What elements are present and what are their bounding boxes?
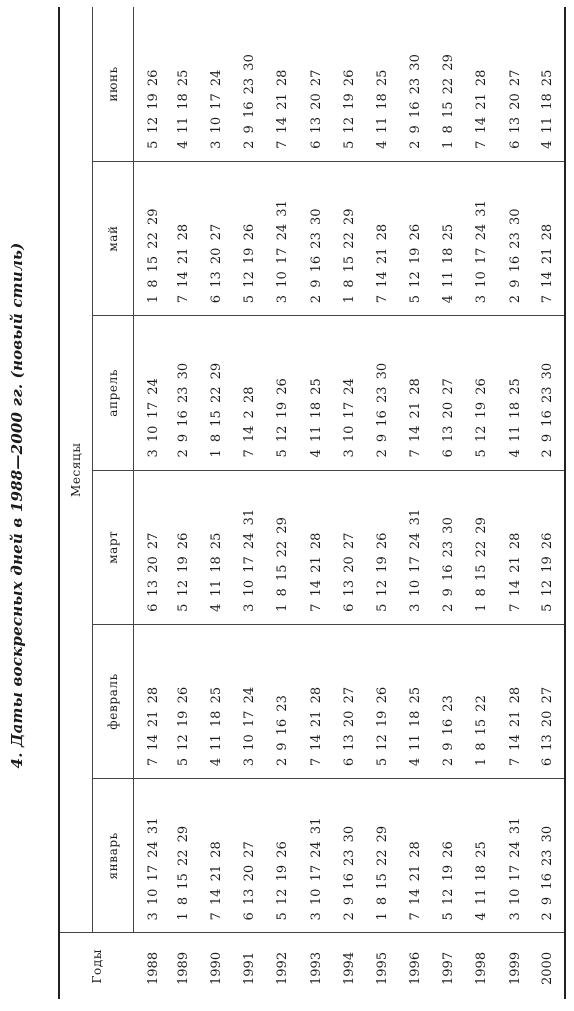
sundays-cell: 7 14 21 28 bbox=[299, 624, 332, 778]
sundays-cell: 4 11 18 25 bbox=[175, 69, 191, 149]
header-month-march: март bbox=[93, 470, 134, 624]
sundays-cell: 7 14 21 28 bbox=[200, 779, 233, 933]
sundays-cell: 7 14 21 28 bbox=[474, 69, 490, 149]
sundays-cell: 4 11 18 25 bbox=[374, 69, 390, 149]
table-row bbox=[465, 7, 498, 999]
sundays-cell: 2 9 16 23 30 bbox=[432, 470, 465, 624]
sundays-cell: 3 10 17 24 31 bbox=[399, 470, 432, 624]
sundays-cell: 2 9 16 23 30 bbox=[532, 316, 565, 470]
table-row bbox=[266, 7, 299, 999]
sundays-cell: 5 12 19 26 bbox=[366, 624, 399, 778]
sundays-cell: 6 13 20 27 bbox=[200, 161, 233, 315]
table-row bbox=[233, 7, 266, 999]
table-row bbox=[333, 7, 366, 999]
table-row bbox=[366, 7, 399, 999]
sundays-cell: 3 10 17 24 31 bbox=[499, 779, 532, 933]
sundays-cell: 5 12 19 26 bbox=[233, 161, 266, 315]
sundays-cell: 1 8 15 22 29 bbox=[266, 470, 299, 624]
header-month-june: июнь bbox=[93, 7, 134, 161]
sundays-cell: 5 12 19 26 bbox=[465, 316, 498, 470]
sundays-cell: 5 12 19 26 bbox=[366, 470, 399, 624]
sundays-cell: 7 14 21 28 bbox=[499, 470, 532, 624]
sundays-cell: 1 8 15 22 29 bbox=[200, 316, 233, 470]
year-cell: 1994 bbox=[333, 933, 366, 999]
header-month-may: май bbox=[93, 161, 134, 315]
sundays-cell: 6 13 20 27 bbox=[308, 69, 324, 149]
year-cell: 1990 bbox=[200, 933, 233, 999]
sundays-cell: 5 12 19 26 bbox=[341, 69, 357, 149]
sundays-cell: 2 9 16 23 30 bbox=[366, 316, 399, 470]
sundays-cell: 7 14 21 28 bbox=[366, 161, 399, 315]
table-row bbox=[200, 7, 233, 999]
sundays-cell: 4 11 18 25 bbox=[465, 779, 498, 933]
table-body bbox=[134, 7, 566, 999]
table-row bbox=[299, 7, 332, 999]
table-row bbox=[432, 7, 465, 999]
sundays-cell: 7 14 2 28 bbox=[233, 316, 266, 470]
table-row bbox=[134, 7, 167, 999]
sundays-cell: 2 9 16 23 bbox=[266, 624, 299, 778]
sundays-cell: 6 13 20 27 bbox=[507, 69, 523, 149]
sundays-cell: 1 8 15 22 29 bbox=[167, 779, 200, 933]
sundays-cell: 2 9 16 23 bbox=[432, 624, 465, 778]
sundays-table bbox=[58, 7, 566, 999]
sundays-cell: 4 11 18 25 bbox=[200, 624, 233, 778]
sundays-cell: 6 13 20 27 bbox=[532, 624, 565, 778]
sundays-cell: 7 14 21 28 bbox=[399, 779, 432, 933]
sundays-cell: 2 9 16 23 30 bbox=[242, 54, 258, 149]
table-row bbox=[532, 7, 565, 999]
year-cell: 1996 bbox=[399, 933, 432, 999]
year-cell: 1997 bbox=[432, 933, 465, 999]
sundays-cell: 4 11 18 25 bbox=[399, 624, 432, 778]
sundays-cell: 3 10 17 24 bbox=[134, 316, 167, 470]
sundays-cell: 2 9 16 23 30 bbox=[532, 779, 565, 933]
year-cell: 1993 bbox=[299, 933, 332, 999]
sundays-cell: 3 10 17 24 31 bbox=[465, 161, 498, 315]
sundays-cell: 4 11 18 25 bbox=[299, 316, 332, 470]
sundays-cell: 2 9 16 23 30 bbox=[167, 316, 200, 470]
sundays-cell: 4 11 18 25 bbox=[540, 69, 556, 149]
year-cell: 1995 bbox=[366, 933, 399, 999]
sundays-cell: 3 10 17 24 31 bbox=[299, 779, 332, 933]
sundays-cell: 4 11 18 25 bbox=[432, 161, 465, 315]
table-title: 4. Даты воскресных дней в 1988—2000 гг. (новый стиль) bbox=[8, 242, 26, 769]
sundays-cell: 7 14 21 28 bbox=[499, 624, 532, 778]
sundays-cell: 5 12 19 26 bbox=[432, 779, 465, 933]
sundays-cell: 6 13 20 27 bbox=[432, 316, 465, 470]
sundays-cell: 6 13 20 27 bbox=[333, 470, 366, 624]
sundays-cell: 7 14 21 28 bbox=[532, 161, 565, 315]
header-month-april: апрель bbox=[93, 316, 134, 470]
sundays-cell: 5 12 19 26 bbox=[399, 161, 432, 315]
sundays-cell: 1 8 15 22 bbox=[465, 624, 498, 778]
table-container bbox=[58, 7, 566, 999]
sundays-cell: 5 12 19 26 bbox=[532, 470, 565, 624]
year-cell: 1988 bbox=[134, 933, 167, 999]
sundays-cell: 5 12 19 26 bbox=[266, 779, 299, 933]
year-cell: 1992 bbox=[266, 933, 299, 999]
sundays-cell: 3 10 17 24 31 bbox=[134, 779, 167, 933]
sundays-cell: 4 11 18 25 bbox=[499, 316, 532, 470]
sundays-cell: 2 9 16 23 30 bbox=[299, 161, 332, 315]
sundays-cell: 1 8 15 22 29 bbox=[441, 54, 457, 149]
sundays-cell: 3 10 17 24 31 bbox=[233, 470, 266, 624]
sundays-cell: 5 12 19 26 bbox=[266, 316, 299, 470]
sundays-cell: 3 10 17 24 bbox=[333, 316, 366, 470]
sundays-cell: 2 9 16 23 30 bbox=[408, 54, 424, 149]
sundays-cell: 3 10 17 24 bbox=[208, 69, 224, 149]
header-years: Годы bbox=[59, 933, 134, 999]
sundays-cell: 3 10 17 24 31 bbox=[266, 161, 299, 315]
header-month-january: январь bbox=[93, 779, 134, 933]
table-row bbox=[499, 7, 532, 999]
sundays-cell: 5 12 19 26 bbox=[167, 470, 200, 624]
table-row bbox=[399, 7, 432, 999]
sundays-cell: 3 10 17 24 bbox=[233, 624, 266, 778]
year-cell: 1989 bbox=[167, 933, 200, 999]
sundays-cell: 6 13 20 27 bbox=[134, 470, 167, 624]
sundays-cell: 6 13 20 27 bbox=[333, 624, 366, 778]
sundays-cell: 2 9 16 23 30 bbox=[499, 161, 532, 315]
year-cell: 1991 bbox=[233, 933, 266, 999]
sundays-cell: 7 14 21 28 bbox=[299, 470, 332, 624]
sundays-cell: 1 8 15 22 29 bbox=[366, 779, 399, 933]
year-cell: 1998 bbox=[465, 933, 498, 999]
year-cell: 1999 bbox=[499, 933, 532, 999]
sundays-cell: 5 12 19 26 bbox=[145, 69, 161, 149]
header-months-group: Месяцы bbox=[59, 7, 93, 933]
sundays-cell: 6 13 20 27 bbox=[233, 779, 266, 933]
sundays-cell: 1 8 15 22 29 bbox=[134, 161, 167, 315]
sundays-cell: 7 14 21 28 bbox=[134, 624, 167, 778]
sundays-cell: 1 8 15 22 29 bbox=[333, 161, 366, 315]
sundays-cell: 7 14 21 28 bbox=[399, 316, 432, 470]
year-cell: 2000 bbox=[532, 933, 565, 999]
sundays-cell: 7 14 21 28 bbox=[167, 161, 200, 315]
sundays-cell: 5 12 19 26 bbox=[167, 624, 200, 778]
sundays-cell: 4 11 18 25 bbox=[200, 470, 233, 624]
table-row bbox=[167, 7, 200, 999]
header-month-february: февраль bbox=[93, 624, 134, 778]
sundays-cell: 7 14 21 28 bbox=[275, 69, 291, 149]
sundays-cell: 1 8 15 22 29 bbox=[465, 470, 498, 624]
sundays-cell: 2 9 16 23 30 bbox=[333, 779, 366, 933]
